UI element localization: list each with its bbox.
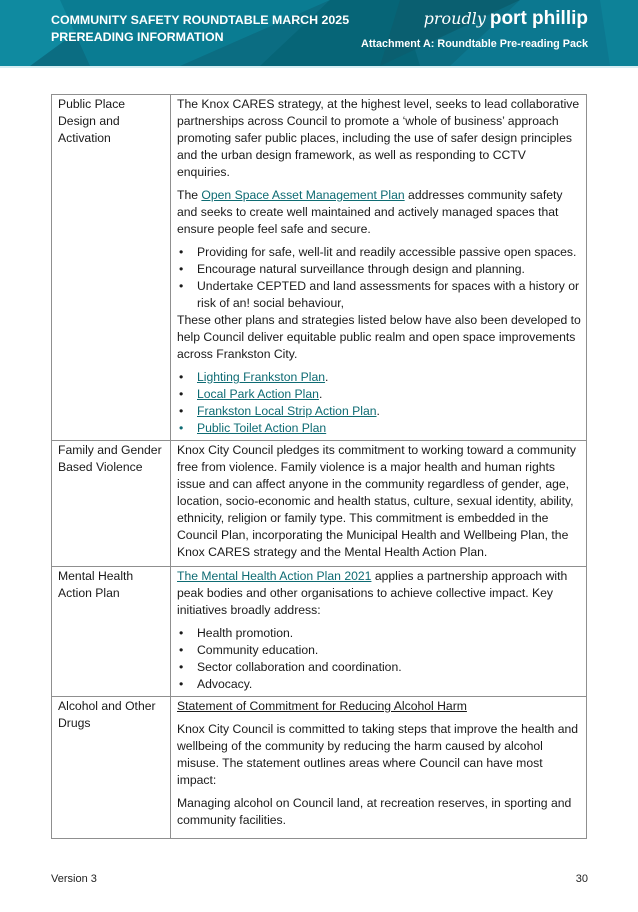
brand-script-text: proudly xyxy=(423,9,486,28)
paragraph: Knox City Council is committed to taking steps that improve the health and wellbeing of the community by reducing the harm caused by alcohol misuse. The statement outlines areas where Council can have most impact: xyxy=(177,722,579,787)
list-item: • Health promotion. xyxy=(177,625,581,642)
strategy-table xyxy=(51,94,587,839)
page-header-banner xyxy=(0,0,638,66)
mental-health-action-plan-link[interactable]: The Mental Health Action Plan 2021 xyxy=(177,569,372,583)
text: . xyxy=(325,370,329,384)
text: . xyxy=(318,387,323,401)
row-label: Alcohol and Other Drugs xyxy=(52,697,171,839)
bullet-list xyxy=(177,244,581,312)
document-title-line1: COMMUNITY SAFETY ROUNDTABLE MARCH 2025 xyxy=(51,13,350,27)
row-content xyxy=(171,95,587,441)
list-item xyxy=(177,369,581,386)
list-item xyxy=(177,386,581,403)
paragraph: Knox City Council pledges its commitment to working toward a community free from violence. Family violence is a major health and human rights issue and can affect anyone in the community regardless of gender, age, location, socio-economic and health status, culture, sexual identity, ability, ethnicity, religion or family type. This commitment is embedded in the Council Plan, incorporating the Municipal Health and Wellbeing Plan, the Knox CARES strategy and the Mental Health Action Plan. xyxy=(177,443,576,559)
list-item xyxy=(177,420,581,437)
lighting-frankston-plan-link[interactable]: Lighting Frankston Plan xyxy=(197,370,326,384)
paragraph: Managing alcohol on Council land, at recreation reserves, in sporting and community facilities. xyxy=(177,796,572,827)
footer-version: Version 3 xyxy=(51,873,97,885)
banner-divider xyxy=(0,66,638,68)
list-item: • Community education. xyxy=(177,642,581,659)
list-item xyxy=(177,403,581,420)
list-item: • Encourage natural surveillance through design and planning. xyxy=(177,261,581,278)
text: applies a partnership approach with peak bodies and other organisations to achieve collective impact. Key initiatives broadly address: xyxy=(177,569,568,617)
list-item: • Advocacy. xyxy=(177,676,581,693)
row-label: Family and Gender Based Violence xyxy=(52,441,171,567)
paragraph: These other plans and strategies listed below have also been developed to help Council deliver equitable public realm and open space improvements across Frankston City. xyxy=(177,313,581,361)
link-list xyxy=(177,369,581,437)
table-row xyxy=(52,697,587,839)
row-label: Mental Health Action Plan xyxy=(52,567,171,697)
port-phillip-logo xyxy=(424,8,588,30)
attachment-label: Attachment A: Roundtable Pre-reading Pack xyxy=(361,38,588,50)
paragraph: The Knox CARES strategy, at the highest level, seeks to lead collaborative partnerships across Council to promote a ‘whole of business’ approach promoting safer public places, including the use of safer design principles and the urban design framework, as well as responding to CCTV enquiries. xyxy=(177,97,580,179)
row-label: Public Place Design and Activation xyxy=(52,95,171,441)
row-content xyxy=(171,697,587,839)
text: . xyxy=(376,404,380,418)
open-space-asset-management-plan-link[interactable]: Open Space Asset Management Plan xyxy=(201,188,405,202)
document-title-line2: PREREADING INFORMATION xyxy=(51,30,224,44)
paragraph xyxy=(177,568,581,619)
list-item: • Sector collaboration and coordination. xyxy=(177,659,581,676)
frankston-local-strip-action-plan-link[interactable]: Frankston Local Strip Action Plan xyxy=(197,404,377,418)
text: addresses community safety and seeks to create well maintained and actively managed spaces that ensure people feel safe and secure. xyxy=(177,188,563,236)
list-item: • Undertake CEPTED and land assessments for spaces with a history or risk of an! social behaviour, xyxy=(177,278,581,312)
local-park-action-plan-link[interactable]: Local Park Action Plan xyxy=(197,387,319,401)
footer-page-number: 30 xyxy=(575,873,588,885)
brand-name-text: port phillip xyxy=(489,8,588,29)
bullet-list xyxy=(177,625,581,693)
row-content xyxy=(171,441,587,567)
table-row xyxy=(52,95,587,441)
list-item: • Providing for safe, well-lit and readily accessible passive open spaces. xyxy=(177,244,581,261)
section-heading: Statement of Commitment for Reducing Alcohol Harm xyxy=(177,699,467,713)
text: The xyxy=(177,188,202,202)
table-row xyxy=(52,441,587,567)
public-toilet-action-plan-link[interactable]: Public Toilet Action Plan xyxy=(197,421,327,435)
table-row xyxy=(52,567,587,697)
row-content xyxy=(171,567,587,697)
paragraph xyxy=(177,187,581,238)
